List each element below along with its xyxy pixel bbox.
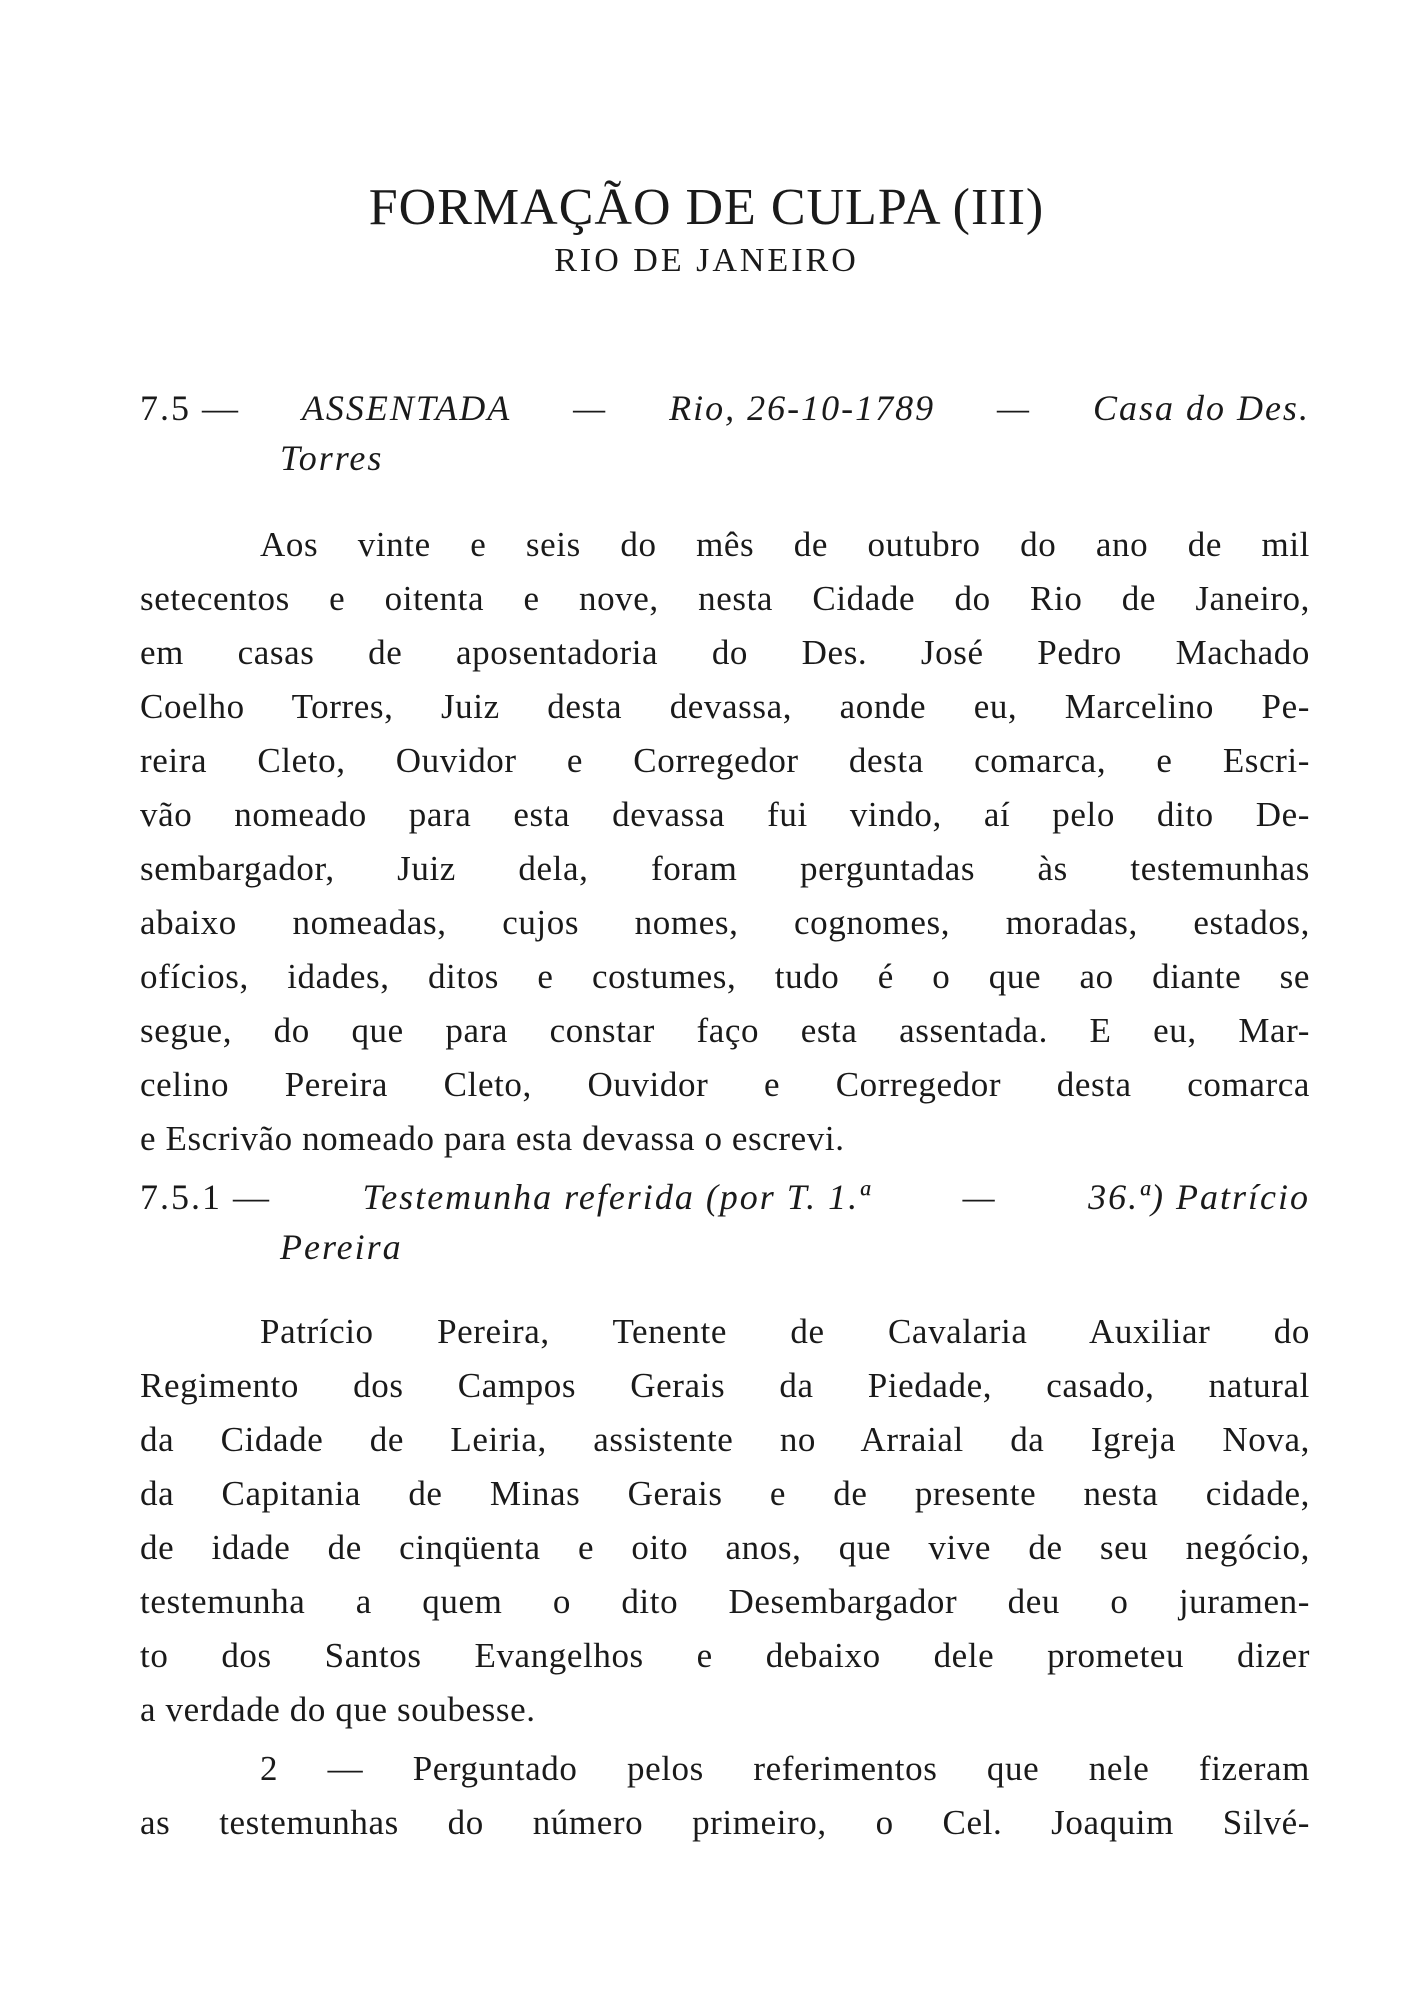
text-line: e Escrivão nomeado para esta devassa o escrevi. [140,1119,845,1158]
text-line: vão nomeado para esta devassa fui vindo, aí pelo dito De- [140,795,1310,834]
text-line: ofícios, idades, ditos e costumes, tudo é o que ao diante se [140,957,1310,996]
text-line: to dos Santos Evangelhos e debaixo dele prometeu dizer [140,1636,1310,1675]
heading-part: ASSENTADA [301,388,512,428]
text-line: 2 — Perguntado pelos referimentos que nele fizeram [260,1749,1310,1788]
heading-part: Testemunha referida (por T. 1.ª [362,1177,872,1217]
text-line: celino Pereira Cleto, Ouvidor e Corregedor desta comarca [140,1065,1310,1104]
section-number: 7.5.1 — [140,1177,271,1217]
section-heading-7-5 [140,383,1310,483]
text-line: Regimento dos Campos Gerais da Piedade, casado, natural [140,1366,1310,1405]
text-line: reira Cleto, Ouvidor e Corregedor desta comarca, e Escri- [140,741,1310,780]
text-line: segue, do que para constar faço esta assentada. E eu, Mar- [140,1011,1310,1050]
text-line: Coelho Torres, Juiz desta devassa, aonde eu, Marcelino Pe- [140,687,1310,726]
text-line: a verdade do que soubesse. [140,1690,536,1729]
paragraph-assentada [140,518,1310,1166]
heading-continuation: Torres [280,438,384,478]
text-line: setecentos e oitenta e nove, nesta Cidade do Rio de Janeiro, [140,579,1310,618]
page-title: FORMAÇÃO DE CULPA (III) [368,179,1045,236]
text-line: sembargador, Juiz dela, foram perguntadas às testemunhas [140,849,1310,888]
text-line: Aos vinte e seis do mês de outubro do ano de mil [260,525,1310,564]
heading-dash: — [997,388,1032,428]
page-subtitle: RIO DE JANEIRO [554,242,859,279]
heading-continuation: Pereira [280,1227,403,1267]
text-line: em casas de aposentadoria do Des. José Pedro Machado [140,633,1310,672]
section-heading-7-5-1 [140,1172,1310,1272]
heading-dash: — [962,1177,997,1217]
text-line: da Cidade de Leiria, assistente no Arraial da Igreja Nova, [140,1420,1310,1459]
heading-part: Rio, 26-10-1789 [669,388,936,428]
heading-part: 36.ª) Patrício [1088,1177,1310,1217]
section-number: 7.5 — [140,388,240,428]
text-line: abaixo nomeadas, cujos nomes, cognomes, moradas, estados, [140,903,1310,942]
paragraph-pergunta-2 [140,1742,1310,1850]
text-line: Patrício Pereira, Tenente de Cavalaria Auxiliar do [260,1312,1310,1351]
text-line: testemunha a quem o dito Desembargador deu o juramen- [140,1582,1310,1621]
heading-dash: — [573,388,608,428]
text-line: de idade de cinqüenta e oito anos, que vive de seu negócio, [140,1528,1310,1567]
paragraph-testemunha [140,1305,1310,1737]
text-line: da Capitania de Minas Gerais e de presente nesta cidade, [140,1474,1310,1513]
heading-part: Casa do Des. [1092,388,1310,428]
text-line: as testemunhas do número primeiro, o Cel. Joaquim Silvé- [140,1803,1310,1842]
